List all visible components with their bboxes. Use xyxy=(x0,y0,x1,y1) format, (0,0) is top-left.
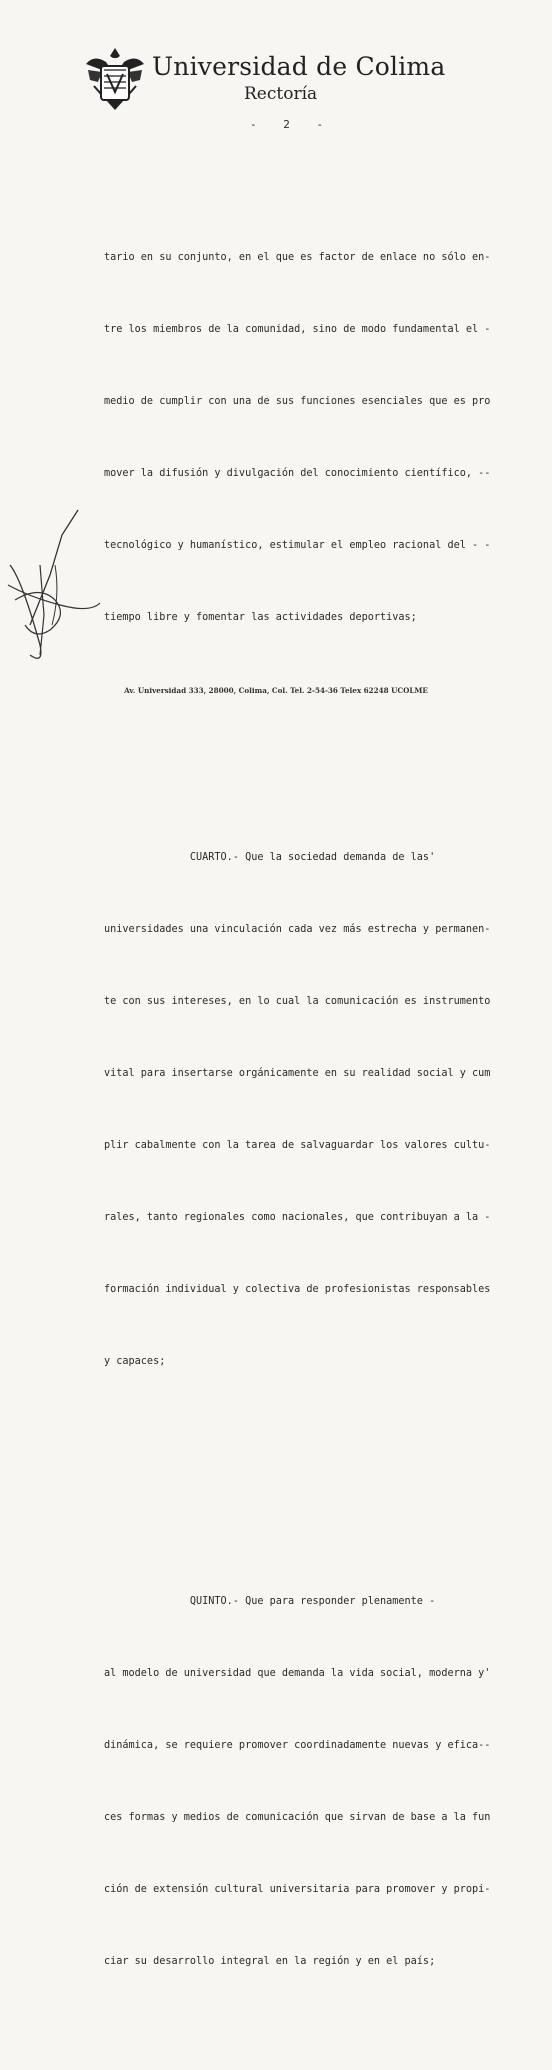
text-line: tre los miembros de la comunidad, sino de modo fundamental el - xyxy=(104,324,491,335)
text-line: tecnológico y humanístico, estimular el empleo racional del - - xyxy=(104,540,491,551)
text-line: te con sus intereses, en lo cual la comunicación es instrumento xyxy=(104,996,491,1007)
text-line: medio de cumplir con una de sus funciones esenciales que es pro xyxy=(104,396,491,407)
text-line: universidades una vinculación cada vez más estrecha y permanen- xyxy=(104,924,491,935)
text-line: dinámica, se requiere promover coordinadamente nuevas y efica-- xyxy=(104,1740,491,1751)
text-line: QUINTO.- Que para responder plenamente - xyxy=(104,1596,436,1607)
paragraph xyxy=(104,798,524,1422)
office-name: Rectoría xyxy=(244,84,318,104)
footer-address: Av. Universidad 333, 28000, Colima, Col. Tel. 2-54-36 Telex 62248 UCOLME xyxy=(124,686,428,695)
body-text xyxy=(104,150,524,2070)
text-line: ces formas y medios de comunicación que sirvan de base a la fun xyxy=(104,1812,491,1823)
text-line: formación individual y colectiva de profesionistas responsables xyxy=(104,1284,491,1295)
institution-name: Universidad de Colima xyxy=(152,52,446,81)
paragraph-gap xyxy=(104,726,524,750)
text-line: tario en su conjunto, en el que es factor de enlace no sólo en- xyxy=(104,252,491,263)
text-line: plir cabalmente con la tarea de salvaguardar los valores cultu- xyxy=(104,1140,491,1151)
text-line: mover la difusión y divulgación del conocimiento científico, -- xyxy=(104,468,491,479)
paragraph-gap xyxy=(104,1470,524,1494)
paragraph xyxy=(104,1542,524,2022)
text-line: vital para insertarse orgánicamente en su realidad social y cum xyxy=(104,1068,491,1079)
text-line: ción de extensión cultural universitaria para promover y propi- xyxy=(104,1884,491,1895)
text-line: rales, tanto regionales como nacionales, que contribuyan a la - xyxy=(104,1212,491,1223)
university-crest-logo xyxy=(84,46,146,112)
text-line: tiempo libre y fomentar las actividades deportivas; xyxy=(104,612,417,623)
text-line: al modelo de universidad que demanda la vida social, moderna y' xyxy=(104,1668,491,1679)
text-line: ciar su desarrollo integral en la región y en el país; xyxy=(104,1956,436,1967)
letterhead xyxy=(0,0,552,140)
text-line: CUARTO.- Que la sociedad demanda de las' xyxy=(104,852,436,863)
text-line: y capaces; xyxy=(104,1356,166,1367)
handwritten-signature xyxy=(0,505,130,670)
page-number: - 2 - xyxy=(250,118,334,131)
paragraph xyxy=(104,198,524,678)
